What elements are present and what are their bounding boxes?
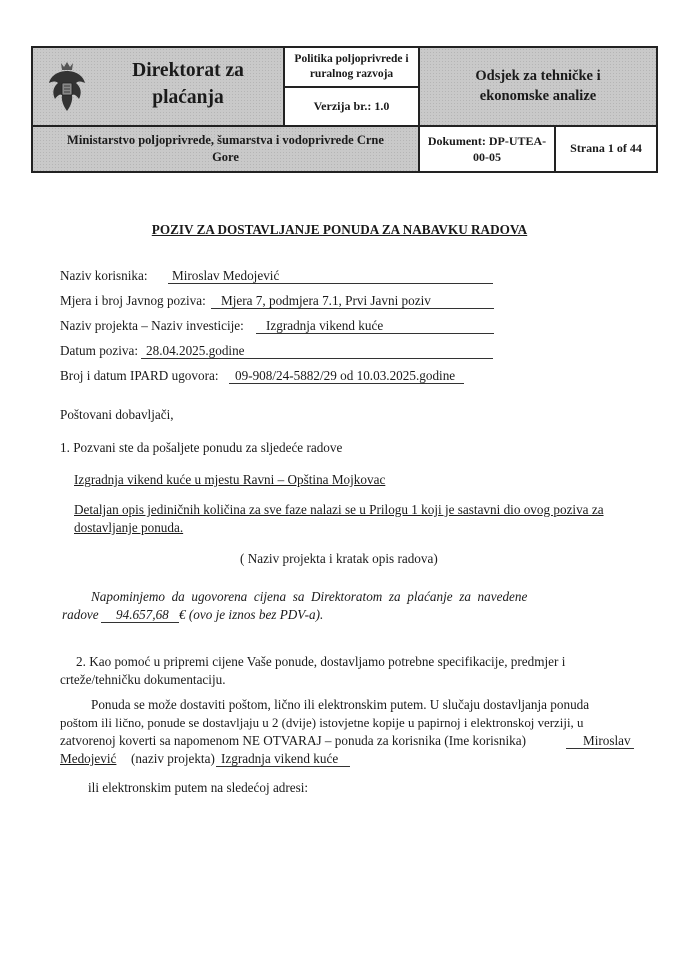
header-document-cell: [418, 125, 556, 173]
paragraph1-intro: 1. Pozvani ste da pošaljete ponudu za sljedeće radove: [60, 440, 343, 455]
paragraph2-line1: 2. Kao pomoć u pripremi cijene Vaše ponude, dostavljamo potrebne specifikacije, predmjer i: [76, 654, 566, 669]
header-policy-cell: [283, 46, 420, 88]
page-number: Strana 1 of 44: [570, 141, 642, 155]
policy-line1: Politika poljoprivrede i: [294, 53, 409, 65]
department-line2: ekonomske analize: [479, 88, 597, 104]
note-amount: 94.657,68: [116, 607, 169, 622]
header-org-cell: [31, 46, 285, 127]
note-line1: Napominjemo da ugovorena cijena sa Direktoratom za plaćanje za navedene: [91, 589, 528, 604]
field-user-value: Miroslav Medojević: [172, 268, 280, 283]
field-call-label: Mjera i broj Javnog poziva:: [60, 293, 206, 308]
greeting: Poštovani dobavljači,: [60, 407, 174, 422]
paragraph1-detail-line2: dostavljanje ponuda.: [74, 520, 184, 535]
header-page-cell: [554, 125, 658, 173]
paragraph3-project-label: (naziv projekta): [131, 751, 215, 766]
ministry-line1: Ministarstvo poljoprivrede, šumarstva i vodoprivrede Crne: [67, 133, 384, 147]
field-user-label: Naziv korisnika:: [60, 268, 148, 283]
paragraph1-work: Izgradnja vikend kuće u mjestu Ravni – Opština Mojkovac: [74, 472, 386, 487]
document-title: POZIV ZA DOSTAVLJANJE PONUDA ZA NABAVKU RADOVA: [151, 222, 528, 237]
paragraph3-line3a: zatvorenoj koverti sa napomenom NE OTVARAJ – ponuda za korisnika (Ime korisnika): [60, 733, 526, 748]
note-prefix: radove: [62, 607, 99, 622]
paragraph1-detail-line1: Detaljan opis jediničnih količina za sve faze nalazi se u Prilogu 1 koji je sastavni dio ovog poziva za: [74, 502, 604, 517]
field-project-label: Naziv projekta – Naziv investicije:: [60, 318, 244, 333]
ministry-line2: Gore: [212, 150, 239, 164]
paragraph3-user-name-first: Miroslav: [583, 733, 631, 748]
org-name-line2: plaćanja: [152, 87, 224, 108]
org-name-line1: Direktorat za: [132, 60, 244, 81]
header-version-cell: [283, 86, 420, 127]
department-line1: Odsjek za tehničke i: [475, 68, 601, 84]
note-suffix: € (ovo je iznos bez PDV-a).: [179, 607, 324, 622]
header-ministry-cell: [31, 125, 420, 173]
document-line1: Dokument: DP-UTEA-: [427, 134, 547, 148]
paragraph4: ili elektronskim putem na sledećoj adresi:: [88, 780, 309, 795]
policy-line2: ruralnog razvoja: [309, 68, 394, 80]
field-project-value: Izgradnja vikend kuće: [266, 318, 384, 333]
document-line2: 00-05: [473, 150, 501, 164]
field-date-label: Datum poziva:: [60, 343, 139, 358]
field-ipard-value: 09-908/24-5882/29 od 10.03.2025.godine: [235, 368, 456, 383]
field-call-value: Mjera 7, podmjera 7.1, Prvi Javni poziv: [221, 293, 431, 308]
version-label: Verzija br.: 1.0: [313, 99, 390, 113]
field-date-value: 28.04.2025.godine: [146, 343, 245, 358]
header-department-cell: [418, 46, 658, 127]
paragraph3-line2: poštom ili lično, ponude se dostavljaju u 2 (dvije) istovjetne kopije u papirnoj i elektronskoj verziji, u: [60, 716, 584, 730]
paragraph3-line1: Ponuda se može dostaviti poštom, lično ili elektronskim putem. U slučaju dostavljanja ponuda: [91, 697, 590, 712]
paragraph3-user-name-last: Medojević: [60, 751, 117, 766]
montenegro-coat-of-arms-icon: [47, 59, 87, 113]
field-ipard-label: Broj i datum IPARD ugovora:: [60, 368, 219, 383]
paragraph3-project-value: Izgradnja vikend kuće: [221, 751, 339, 766]
paragraph1-caption: ( Naziv projekta i kratak opis radova): [240, 551, 438, 566]
paragraph2-line2: crteže/tehničku dokumentaciju.: [60, 672, 226, 687]
